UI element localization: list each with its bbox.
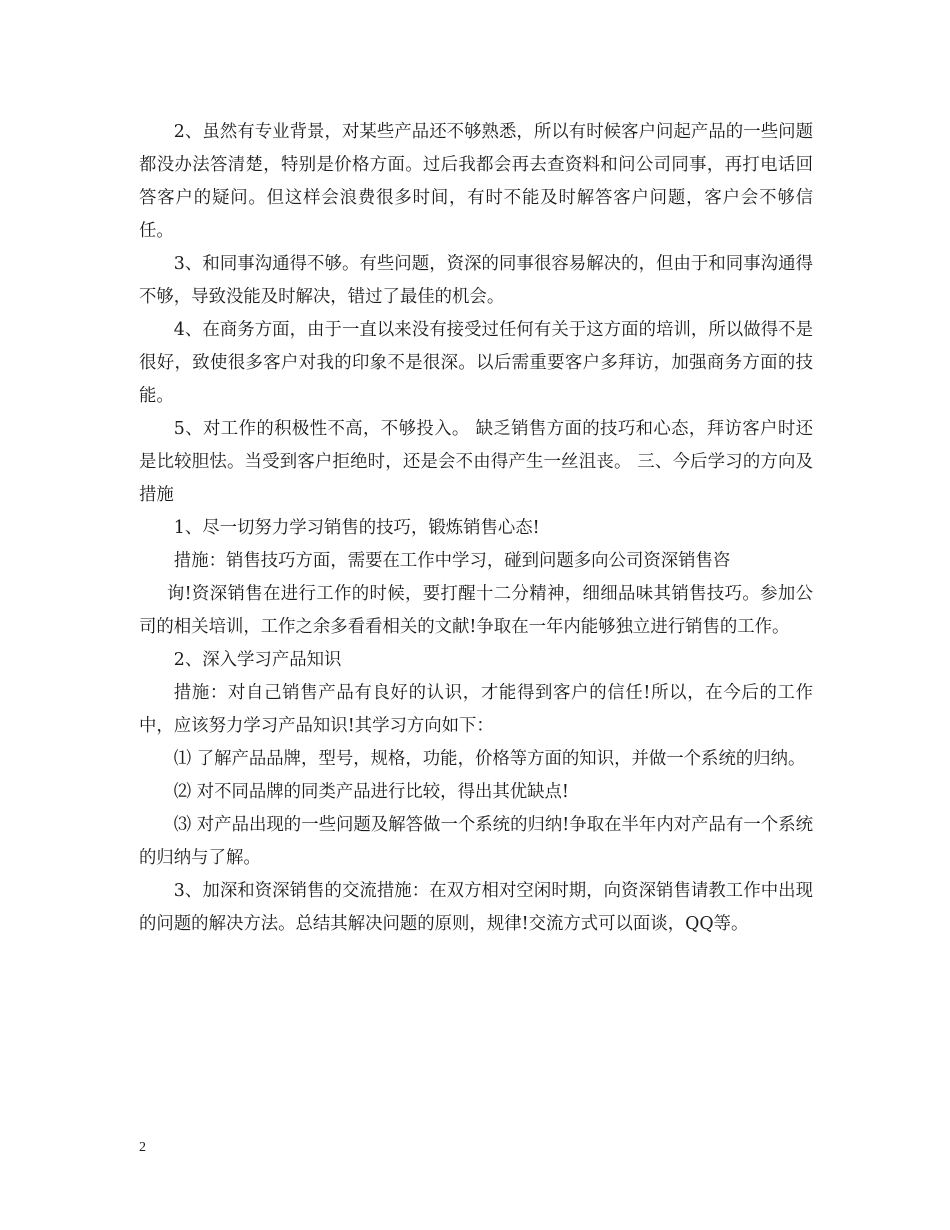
- paragraph: 1、尽一切努力学习销售的技巧，锻炼销售心态!: [173, 518, 540, 538]
- document-body: [139, 116, 813, 941]
- paragraph: 2、虽然有专业背景，对某些产品还不够熟悉，所以有时候客户问起产品的一些问题都没办法答清楚，特别是价格方面。过后我都会再去查资料和问公司同事，再打电话回答客户的疑问。但这样会浪费很多时间，有时不能及时解答客户问题，客户会不够信任。: [139, 122, 813, 241]
- paragraph: 措施：对自己销售产品有良好的认识，才能得到客户的信任!所以，在今后的工作中，应该努力学习产品知识!其学习方向如下：: [139, 683, 813, 736]
- paragraph: 3、加深和资深销售的交流措施：在双方相对空闲时期，向资深销售请教工作中出现的问题的解决方法。总结其解决问题的原则，规律!交流方式可以面谈，QQ等。: [139, 881, 813, 934]
- paragraph: 4、在商务方面，由于一直以来没有接受过任何有关于这方面的培训，所以做得不是很好，致使很多客户对我的印象不是很深。以后需重要客户多拜访，加强商务方面的技能。: [139, 320, 813, 406]
- paragraph: 询!资深销售在进行工作的时候，要打醒十二分精神，细细品味其销售技巧。参加公司的相关培训，工作之余多看看相关的文献!争取在一年内能够独立进行销售的工作。: [139, 584, 813, 637]
- paragraph: 措施：销售技巧方面，需要在工作中学习，碰到问题多向公司资深销售咨: [173, 551, 731, 571]
- list-item: ⑵ 对不同品牌的同类产品进行比较，得出其优缺点!: [173, 782, 569, 802]
- list-item: ⑶ 对产品出现的一些问题及解答做一个系统的归纳!争取在半年内对产品有一个系统的归纳与了解。: [139, 815, 813, 868]
- paragraph: 5、对工作的积极性不高，不够投入。 缺乏销售方面的技巧和心态，拜访客户时还是比较胆怯。当受到客户拒绝时，还是会不由得产生一丝沮丧。 三、今后学习的方向及措施: [139, 419, 813, 505]
- paragraph: 3、和同事沟通得不够。有些问题，资深的同事很容易解决的，但由于和同事沟通得不够，导致没能及时解决，错过了最佳的机会。: [139, 254, 813, 307]
- paragraph: 2、深入学习产品知识: [173, 650, 342, 670]
- page-number: 2: [139, 1140, 146, 1155]
- list-item: ⑴ 了解产品品牌，型号，规格，功能，价格等方面的知识，并做一个系统的归纳。: [173, 749, 806, 769]
